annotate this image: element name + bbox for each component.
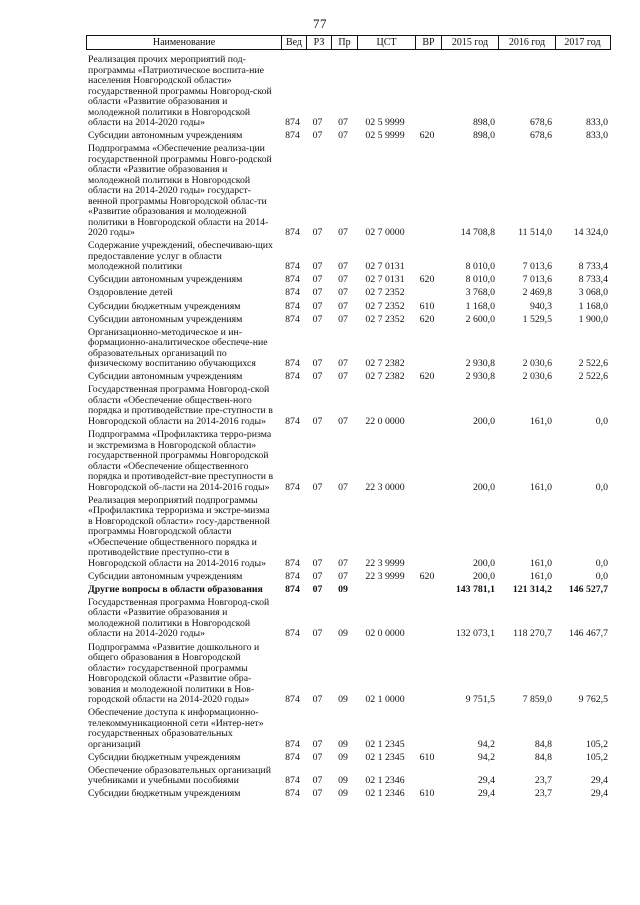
cell-pr: 07: [338, 274, 348, 286]
cell-cst: 02 0 0000: [365, 628, 405, 640]
cell-rz: 07: [312, 481, 323, 493]
table-row: [88, 241, 613, 273]
cell-2017: 14 324,0: [573, 227, 608, 239]
cell-2017: 2 522,6: [578, 371, 608, 383]
cell-2015: 8 010,0: [465, 261, 495, 273]
table-row: [88, 372, 613, 383]
cell-2016: 161,0: [529, 481, 552, 493]
cell-rz: 07: [312, 788, 323, 800]
table-row: [88, 385, 613, 427]
cell-cst: 22 3 9999: [365, 557, 405, 569]
header-vr: ВР: [415, 36, 441, 49]
cell-rz: 07: [312, 557, 323, 569]
cell-2016: 1 529,5: [522, 313, 552, 325]
cell-rz: 07: [312, 274, 323, 286]
cell-2017: 8 733,4: [578, 274, 608, 286]
cell-vr: 620: [419, 570, 435, 582]
cell-pr: 09: [338, 751, 348, 763]
cell-2016: 121 314,2: [512, 583, 552, 595]
cell-ved: 874: [285, 415, 300, 427]
table-row: [88, 708, 613, 750]
cell-name: Субсидии бюджетным учреждениям: [88, 300, 241, 312]
table-row: [88, 585, 613, 596]
cell-cst: 22 0 0000: [365, 415, 405, 427]
cell-rz: 07: [312, 694, 323, 705]
cell-ved: 874: [285, 358, 300, 370]
cell-cst: 02 7 2352: [365, 287, 405, 299]
cell-2015: 200,0: [472, 557, 495, 569]
cell-rz: 07: [312, 583, 323, 595]
cell-cst: 22 3 0000: [365, 481, 405, 493]
cell-vr: 620: [419, 313, 435, 325]
cell-2015: 898,0: [472, 130, 495, 142]
cell-name: Подпрограмма «Профилактика терро-ризма и экстремизма в Новгородской области» государственной программы Новгородской области «Обеспечение общественного порядка и противодейст-вие преступности в Новгородской об-ласти на 2014-2016 годы»: [88, 429, 274, 493]
table-row: [88, 496, 613, 570]
cell-2017: 833,0: [585, 130, 608, 142]
cell-cst: 02 7 0000: [365, 227, 405, 239]
cell-2016: 84,8: [534, 738, 552, 750]
table-row: [88, 55, 613, 129]
table-body: [88, 55, 613, 802]
cell-pr: 07: [338, 117, 348, 128]
cell-name: Организационно-методическое и ин-формационно-аналитическое обеспече-ние образовательных организаций по физическому воспитанию обучающихся: [88, 326, 268, 370]
cell-ved: 874: [285, 274, 300, 286]
cell-2016: 2 030,6: [522, 358, 552, 370]
cell-ved: 874: [285, 751, 300, 763]
cell-name: Государственная программа Новгород-ской области «Обеспечение обществен-ного порядка и противодействие пре-ступности в Новгородской области на 2014-2016 годы»: [88, 384, 273, 427]
cell-2015: 29,4: [477, 788, 495, 800]
cell-2017: 0,0: [595, 415, 608, 427]
cell-name: Другие вопросы в области образования: [88, 583, 263, 595]
cell-2015: 2 600,0: [465, 313, 495, 325]
table-row: [88, 328, 613, 370]
cell-rz: 07: [312, 287, 323, 299]
cell-2017: 146 527,7: [568, 583, 608, 595]
page-number: 77: [313, 16, 327, 31]
cell-name: Подпрограмма «Развитие дошкольного и общего образования в Новгородской области» государственной программы Новгородской области «Развитие обра-зования и молодежной политики в Нов-городской области на 2014-2020 годы»: [88, 641, 260, 705]
cell-2016: 11 514,0: [518, 227, 552, 239]
cell-2016: 940,3: [529, 300, 552, 312]
cell-ved: 874: [285, 287, 300, 299]
cell-pr: 07: [338, 481, 348, 493]
cell-pr: 07: [338, 227, 348, 239]
cell-cst: 02 1 0000: [365, 694, 405, 705]
cell-pr: 09: [338, 738, 348, 750]
cell-rz: 07: [312, 751, 323, 763]
cell-name: Субсидии автономным учреждениям: [88, 570, 243, 582]
cell-rz: 07: [312, 117, 323, 128]
cell-ved: 874: [285, 130, 300, 142]
cell-2017: 105,2: [585, 751, 608, 763]
cell-rz: 07: [312, 358, 323, 370]
cell-rz: 07: [312, 738, 323, 750]
cell-ved: 874: [285, 371, 300, 383]
cell-2016: 23,7: [534, 775, 552, 787]
table-row: [88, 275, 613, 286]
cell-ved: 874: [285, 788, 300, 800]
cell-2016: 161,0: [529, 415, 552, 427]
cell-pr: 07: [338, 313, 348, 325]
cell-name: Субсидии бюджетным учреждениям: [88, 788, 241, 800]
cell-pr: 07: [338, 557, 348, 569]
cell-2015: 1 168,0: [465, 300, 495, 312]
cell-2017: 146 467,7: [568, 628, 608, 640]
cell-cst: 02 7 2352: [365, 313, 405, 325]
cell-2017: 2 522,6: [578, 358, 608, 370]
cell-cst: 02 1 2345: [365, 751, 405, 763]
cell-pr: 07: [338, 570, 348, 582]
cell-ved: 874: [285, 300, 300, 312]
cell-vr: 620: [419, 130, 435, 142]
cell-rz: 07: [312, 313, 323, 325]
cell-pr: 09: [338, 628, 348, 640]
cell-2015: 29,4: [477, 775, 495, 787]
cell-pr: 07: [338, 287, 348, 299]
cell-2017: 1 900,0: [578, 313, 608, 325]
table-row: [88, 766, 613, 787]
cell-ved: 874: [285, 694, 300, 705]
cell-cst: 02 5 9999: [365, 130, 405, 142]
table-row: [88, 430, 613, 493]
cell-pr: 09: [338, 583, 348, 595]
cell-name: Субсидии автономным учреждениям: [88, 130, 243, 142]
cell-2015: 14 708,8: [460, 227, 495, 239]
cell-name: Обеспечение образовательных организаций учебниками и учебными пособиями: [88, 764, 271, 787]
cell-2015: 8 010,0: [465, 274, 495, 286]
cell-2016: 161,0: [529, 557, 552, 569]
cell-name: Реализация мероприятий подпрограммы «Профилактика терроризма и экстре-мизма в Новгородской области» госу-дарственной программы Новгородской области «Обеспечение общественного порядка и противодействие преступно-сти в Новгородской области на 2014-2016 годы»: [88, 494, 270, 569]
cell-name: Подпрограмма «Обеспечение реализа-ции государственной программы Новго-родской области «Развитие образования и молодежной политики в Новгородской области на 2014-2020 годы» государст-венной программы Новгородской облас-ти «Развитие образования и молодежной политики в Новгородской области на 2014-2020 годы»: [88, 143, 272, 239]
cell-name: Обеспечение доступа к информационно-телекоммуникационной сети «Интер-нет» государственных образовательных организаций: [88, 707, 264, 750]
cell-cst: 02 7 2352: [365, 300, 405, 312]
cell-pr: 09: [338, 775, 348, 787]
cell-pr: 07: [338, 358, 348, 370]
cell-2016: 84,8: [534, 751, 552, 763]
cell-pr: 09: [338, 694, 348, 705]
cell-ved: 874: [285, 557, 300, 569]
cell-cst: 02 7 2382: [365, 358, 405, 370]
header-cst: ЦСТ: [357, 36, 415, 49]
cell-2015: 2 930,8: [465, 371, 495, 383]
cell-rz: 07: [312, 628, 323, 640]
cell-2017: 0,0: [595, 481, 608, 493]
cell-pr: 07: [338, 261, 348, 273]
cell-2016: 678,6: [529, 117, 552, 128]
cell-2016: 678,6: [529, 130, 552, 142]
cell-cst: 02 1 2345: [365, 738, 405, 750]
cell-ved: 874: [285, 481, 300, 493]
cell-ved: 874: [285, 583, 300, 595]
cell-2016: 118 270,7: [513, 628, 552, 640]
cell-rz: 07: [312, 371, 323, 383]
header-2015: 2015 год: [441, 36, 498, 49]
cell-rz: 07: [312, 227, 323, 239]
header-pr: Пр: [331, 36, 357, 49]
cell-2016: 23,7: [534, 788, 552, 800]
cell-2017: 105,2: [585, 738, 608, 750]
cell-rz: 07: [312, 261, 323, 273]
cell-cst: 02 5 9999: [365, 117, 405, 128]
cell-ved: 874: [285, 313, 300, 325]
cell-vr: 620: [419, 274, 435, 286]
cell-2017: 833,0: [585, 117, 608, 128]
cell-2015: 200,0: [472, 415, 495, 427]
header-2016: 2016 год: [498, 36, 555, 49]
cell-2017: 9 762,5: [578, 694, 608, 705]
cell-2015: 143 781,1: [455, 583, 495, 595]
cell-2017: 3 068,0: [578, 287, 608, 299]
cell-rz: 07: [312, 300, 323, 312]
cell-2015: 3 768,0: [465, 287, 495, 299]
cell-name: Субсидии автономным учреждениям: [88, 371, 243, 383]
cell-2017: 0,0: [595, 557, 608, 569]
cell-2015: 898,0: [472, 117, 495, 128]
cell-2015: 200,0: [472, 570, 495, 582]
cell-2017: 29,4: [590, 775, 608, 787]
table-header: [86, 35, 611, 50]
cell-ved: 874: [285, 628, 300, 640]
cell-vr: 610: [419, 788, 435, 800]
cell-name: Субсидии бюджетным учреждениям: [88, 751, 241, 763]
header-rz: РЗ: [306, 36, 331, 49]
cell-2015: 94,2: [477, 751, 495, 763]
cell-2016: 2 030,6: [522, 371, 552, 383]
table-row: [88, 315, 613, 326]
cell-2016: 7 859,0: [522, 694, 552, 705]
cell-pr: 09: [338, 788, 348, 800]
cell-2017: 29,4: [590, 788, 608, 800]
header-name: Наименование: [152, 36, 216, 48]
cell-2015: 2 930,8: [465, 358, 495, 370]
table-row: [88, 288, 613, 299]
cell-ved: 874: [285, 227, 300, 239]
cell-name: Субсидии автономным учреждениям: [88, 313, 243, 325]
cell-name: Оздоровление детей: [88, 287, 173, 299]
table-row: [88, 131, 613, 142]
cell-pr: 07: [338, 415, 348, 427]
table-row: [88, 598, 613, 640]
table-row: [88, 572, 613, 583]
cell-vr: 610: [419, 751, 435, 763]
table-row: [88, 643, 613, 706]
cell-ved: 874: [285, 117, 300, 128]
cell-cst: 22 3 9999: [365, 570, 405, 582]
cell-2016: 7 013,6: [522, 261, 552, 273]
cell-cst: 02 7 0131: [365, 261, 405, 273]
cell-name: Субсидии автономным учреждениям: [88, 274, 243, 286]
cell-cst: 02 1 2346: [365, 788, 405, 800]
cell-pr: 07: [338, 371, 348, 383]
cell-ved: 874: [285, 775, 300, 787]
header-2017: 2017 год: [555, 36, 609, 49]
cell-2015: 9 751,5: [465, 694, 495, 705]
cell-cst: 02 7 2382: [365, 371, 405, 383]
table-row: [88, 302, 613, 313]
cell-2016: 7 013,6: [522, 274, 552, 286]
cell-ved: 874: [285, 570, 300, 582]
header-ved: Вед: [281, 36, 306, 49]
cell-2016: 2 469,8: [522, 287, 552, 299]
cell-2015: 94,2: [477, 738, 495, 750]
cell-cst: 02 7 0131: [365, 274, 405, 286]
table-row: [88, 144, 613, 239]
table-row: [88, 753, 613, 764]
cell-name: Государственная программа Новгород-ской области «Развитие образования и молодежной политики в Новгородской области на 2014-2020 годы»: [88, 596, 270, 640]
cell-rz: 07: [312, 775, 323, 787]
cell-ved: 874: [285, 261, 300, 273]
cell-name: Содержание учреждений, обеспечиваю-щих предоставление услуг в области молодежной политики: [88, 240, 273, 273]
cell-vr: 610: [419, 300, 435, 312]
cell-vr: 620: [419, 371, 435, 383]
cell-pr: 07: [338, 300, 348, 312]
cell-2016: 161,0: [529, 570, 552, 582]
cell-rz: 07: [312, 130, 323, 142]
cell-2015: 132 073,1: [455, 628, 495, 640]
cell-cst: 02 1 2346: [365, 775, 405, 787]
cell-ved: 874: [285, 738, 300, 750]
cell-rz: 07: [312, 415, 323, 427]
cell-pr: 07: [338, 130, 348, 142]
cell-rz: 07: [312, 570, 323, 582]
table-row: [88, 789, 613, 800]
cell-2017: 8 733,4: [578, 261, 608, 273]
cell-2017: 1 168,0: [578, 300, 608, 312]
cell-2017: 0,0: [595, 570, 608, 582]
cell-2015: 200,0: [472, 481, 495, 493]
cell-name: Реализация прочих мероприятий под-программы «Патриотическое воспита-ние населения Новгородской области» государственной программы Новгород-ской области «Развитие образования и молодежной политики в Новгородской области на 2014-2020 годы»: [88, 54, 272, 128]
